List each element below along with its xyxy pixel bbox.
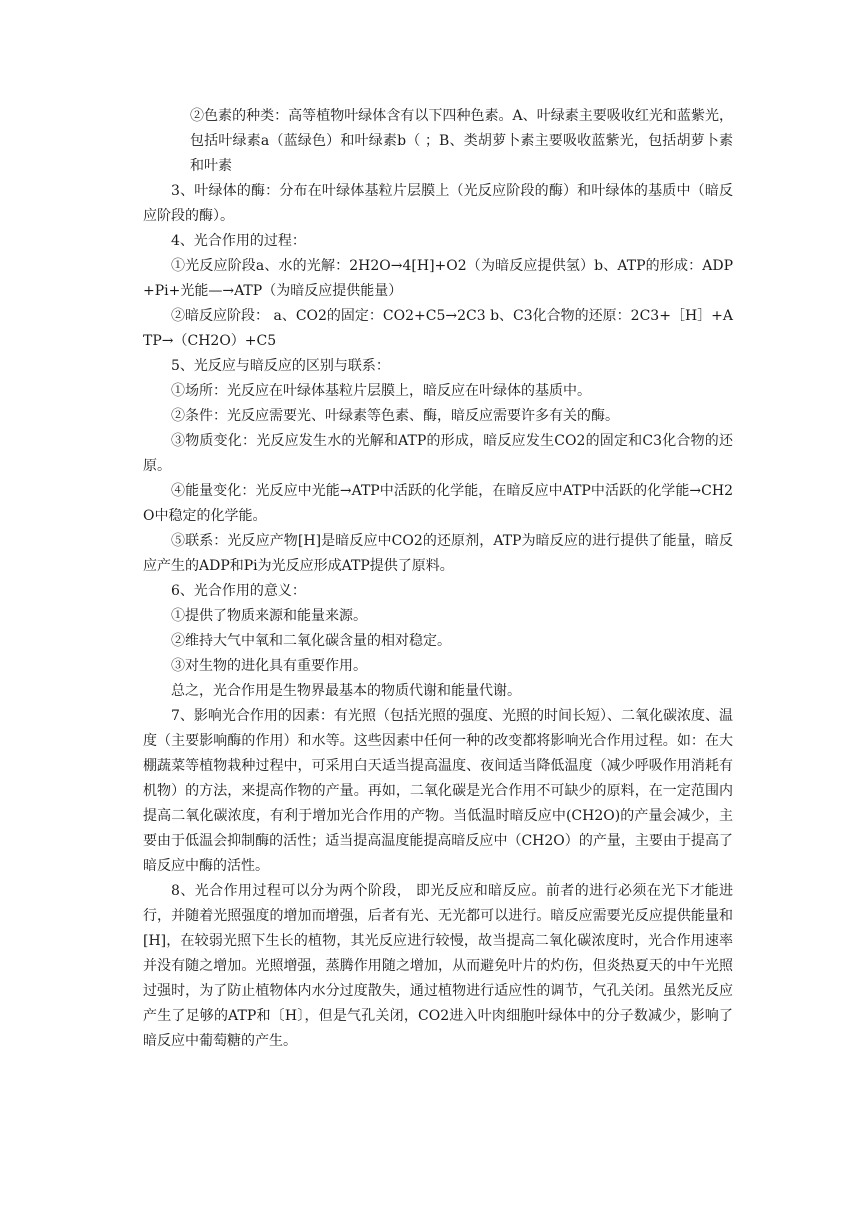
document-body [143, 104, 733, 1054]
paragraph-significance-3: ③对生物的进化具有重要作用。 [171, 658, 367, 674]
paragraph-conditions: ②条件：光反应需要光、叶绿素等色素、酶，暗反应需要许多有关的酶。 [171, 408, 619, 424]
paragraph-influencing-factors: 7、影响光合作用的因素：有光照（包括光照的强度、光照的时间长短）、二氧化碳浓度、温度（主要影响酶的作用）和水等。这些因素中任何一种的改变都将影响光合作用过程。如：在大棚蔬菜等植物栽种过程中，可采用白天适当提高温度、夜间适当降低温度（减少呼吸作用消耗有机物）的方法，来提高作物的产量。再如，二氧化碳是光合作用不可缺少的原料，在一定范围内提高二氧化碳浓度，有利于增加光合作用的产物。当低温时暗反应中(CH2O)的产量会减少，主要由于低温会抑制酶的活性；适当提高温度能提高暗反应中（CH2O）的产量，主要由于提高了暗反应中酶的活性。 [143, 708, 733, 874]
paragraph-significance-2: ②维持大气中氧和二氧化碳含量的相对稳定。 [171, 633, 451, 649]
paragraph-dark-reaction: ②暗反应阶段： a、CO2的固定：CO2+C5→2C3 b、C3化合物的还原：2C3+［H］+ATP→（CH2O）+C5 [143, 308, 733, 349]
paragraph-pigment-types: ②色素的种类：高等植物叶绿体含有以下四种色素。A、叶绿素主要吸收红光和蓝紫光，包括叶绿素a（蓝绿色）和叶绿素b（ ；B、类胡萝卜素主要吸收蓝紫光，包括胡萝卜素和叶素 [190, 108, 733, 174]
heading-photosynthesis-process: 4、光合作用的过程： [171, 233, 306, 249]
paragraph-material-change: ③物质变化：光反应发生水的光解和ATP的形成，暗反应发生CO2的固定和C3化合物的还原。 [143, 433, 733, 474]
paragraph-location: ①场所：光反应在叶绿体基粒片层膜上，暗反应在叶绿体的基质中。 [171, 383, 591, 399]
paragraph-energy-change: ④能量变化：光反应中光能→ATP中活跃的化学能，在暗反应中ATP中活跃的化学能→CH2O中稳定的化学能。 [143, 483, 733, 524]
paragraph-light-reaction: ①光反应阶段a、水的光解：2H2O→4[H]+O2（为暗反应提供氢）b、ATP的形成：ADP+Pi+光能—→ATP（为暗反应提供能量） [143, 258, 733, 299]
paragraph-summary: 总之，光合作用是生物界最基本的物质代谢和能量代谢。 [171, 683, 521, 699]
paragraph-significance-1: ①提供了物质来源和能量来源。 [171, 608, 367, 624]
paragraph-connection: ⑤联系：光反应产物[H]是暗反应中CO2的还原剂，ATP为暗反应的进行提供了能量，暗反应产生的ADP和Pi为光反应形成ATP提供了原料。 [143, 533, 733, 574]
paragraph-chloroplast-enzymes: 3、叶绿体的酶：分布在叶绿体基粒片层膜上（光反应阶段的酶）和叶绿体的基质中（暗反应阶段的酶）。 [143, 183, 733, 224]
paragraph-two-stages: 8、光合作用过程可以分为两个阶段， 即光反应和暗反应。前者的进行必须在光下才能进行，并随着光照强度的增加而增强，后者有光、无光都可以进行。暗反应需要光反应提供能量和[H]，在较弱光照下生长的植物，其光反应进行较慢，故当提高二氧化碳浓度时，光合作用速率并没有随之增加。光照增强，蒸腾作用随之增加，从而避免叶片的灼伤，但炎热夏天的中午光照过强时，为了防止植物体内水分过度散失，通过植物进行适应性的调节，气孔关闭。虽然光反应产生了足够的ATP和〔H〕，但是气孔关闭，CO2进入叶肉细胞叶绿体中的分子数减少，影响了暗反应中葡萄糖的产生。 [143, 883, 733, 1049]
heading-significance: 6、光合作用的意义： [171, 583, 306, 599]
heading-light-dark-difference: 5、光反应与暗反应的区别与联系： [171, 358, 390, 374]
